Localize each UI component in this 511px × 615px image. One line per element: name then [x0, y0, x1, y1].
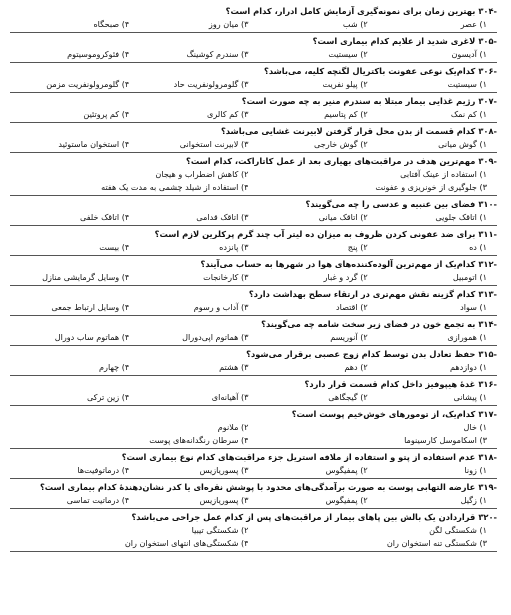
options-row [10, 48, 497, 61]
answer-option[interactable]: ۳) هشتم [219, 362, 249, 372]
options-row [10, 211, 497, 224]
question-block [10, 288, 497, 316]
question-number: -۳۰۸ [478, 126, 497, 136]
answer-option[interactable]: ۲) شکستگی تیبیا [191, 525, 249, 535]
question-text: غدۀ هیپوفیز داخل کدام قسمت قرار دارد؟ [304, 379, 476, 389]
question-line [10, 288, 497, 301]
answer-option[interactable]: ۴) فئوکروموسیتوم [67, 49, 130, 59]
question-text: کدام قسمت از بدن محل قرار گرفتن لابیرنت غشایی می‌باشد؟ [220, 126, 476, 136]
answer-option[interactable]: ۳) گلومرولونفریت حاد [173, 79, 249, 89]
answer-option[interactable]: ۲) ملانوم [217, 422, 249, 432]
question-block [10, 511, 497, 552]
answer-option[interactable]: ۲) گرد و غبار [323, 272, 368, 282]
answer-option[interactable]: ۴) وسایل ارتباط جمعی [51, 302, 130, 312]
question-text: برای ضد عفونی کردن ظروف به میزان ده لیتر آب چند گرم پرکلرین لازم است؟ [154, 229, 476, 239]
question-block [10, 348, 497, 376]
question-line [10, 155, 497, 168]
question-line [10, 481, 497, 494]
answer-option[interactable]: ۳) کارخانجات [203, 272, 249, 282]
question-number: -۳۰۶ [478, 66, 497, 76]
answer-option[interactable]: ۴) کم پروتئین [83, 109, 130, 119]
answer-option[interactable]: ۳) پانزده [219, 242, 249, 252]
answer-option[interactable]: ۱) سواد [460, 302, 487, 312]
question-number: -۳۱۵ [478, 349, 497, 359]
answer-option[interactable]: ۳) اسکاموسل کارسینوما [404, 435, 487, 445]
answer-option[interactable]: ۱) زونا [464, 465, 487, 475]
answer-option[interactable]: ۳) پسوریازیس [199, 465, 249, 475]
answer-option[interactable]: ۲) اتاقک میانی [318, 212, 368, 222]
question-divider [10, 315, 497, 316]
options-row [10, 537, 497, 550]
question-divider [10, 255, 497, 256]
options-row [10, 361, 497, 374]
question-block [10, 228, 497, 256]
answer-option[interactable]: ۳) اتاقک قدامی [196, 212, 249, 222]
question-number: -۳۰۷ [478, 96, 497, 106]
question-block [10, 5, 497, 33]
answer-option[interactable]: ۱) گوش میانی [438, 139, 487, 149]
options-row [10, 434, 497, 447]
answer-option[interactable]: ۱) عصر [460, 19, 487, 29]
answer-option[interactable]: ۱) خال [463, 422, 487, 432]
question-text: قراردادن یک بالش بین پاهای بیمار از مراقبت‌های پس از کدام عمل جراحی می‌باشد؟ [131, 512, 476, 522]
question-line [10, 511, 497, 524]
answer-option[interactable]: ۱) همورازی [447, 332, 487, 342]
options-row [10, 138, 497, 151]
options-row [10, 181, 497, 194]
answer-option[interactable]: ۳) لابیرنت استخوانی [179, 139, 249, 149]
answer-option[interactable]: ۲) شب [342, 19, 368, 29]
question-line [10, 125, 497, 138]
question-divider [10, 345, 497, 346]
answer-option[interactable]: ۴) بیست [99, 242, 130, 252]
question-block [10, 318, 497, 346]
question-text: کدام‌یک از مهم‌ترین آلوده‌کننده‌های هوا در شهرها به حساب می‌آیند؟ [200, 259, 476, 269]
answer-option[interactable]: ۴) شکستگی‌های انتهای استخوان ران [124, 538, 249, 548]
question-divider [10, 508, 497, 509]
options-row [10, 108, 497, 121]
question-line [10, 378, 497, 391]
answer-option[interactable]: ۲) پیلو نفریت [322, 79, 368, 89]
question-text: بهترین زمان برای نمونه‌گیری آزمایش کامل ادرار، کدام است؟ [225, 6, 476, 16]
answer-option[interactable]: ۳) میان روز [208, 19, 249, 29]
question-text: رژیم غذایی بیمار مبتلا به سندرم منیر به چه صورت است؟ [241, 96, 476, 106]
answer-option[interactable]: ۴) گلومرولونفریت مزمن [46, 79, 130, 89]
question-text: عارضه التهابی پوست به صورت برآمدگی‌های محدود با پوشش نقره‌ای یا کدر نشان‌دهندۀ کدام بیماری است؟ [39, 482, 476, 492]
question-line [10, 5, 497, 18]
question-block [10, 155, 497, 196]
question-block [10, 35, 497, 63]
question-number: -۳۱۳ [478, 289, 497, 299]
answer-option[interactable]: ۱) دوازدهم [449, 362, 487, 372]
question-line [10, 228, 497, 241]
options-row [10, 421, 497, 434]
question-divider [10, 478, 497, 479]
answer-option[interactable]: ۴) درماتوفیت‌ها [77, 465, 130, 475]
question-line [10, 35, 497, 48]
answer-option[interactable]: ۴) استفاده از شیلد چشمی به مدت یک هفته [101, 182, 249, 192]
question-text: عدم استفاده از پتو و استفاده از ملافه استریل جزء مراقبت‌های کدام نوع بیماری است؟ [121, 452, 476, 462]
question-text: کدام‌یک نوعی عفونت باکتریال لگنچه کلیه، می‌باشد؟ [264, 66, 476, 76]
question-line [10, 451, 497, 464]
answer-option[interactable]: ۴) درماتیت تماسی [66, 495, 130, 505]
question-divider [10, 122, 497, 123]
answer-option[interactable]: ۱) آدیسون [451, 49, 487, 59]
question-divider [10, 62, 497, 63]
question-block [10, 65, 497, 93]
answer-option[interactable]: ۲) گیجگاهی [328, 392, 368, 402]
question-divider [10, 285, 497, 286]
answer-option[interactable]: ۱) ده [469, 242, 487, 252]
question-text: کدام گزینه نقش مهم‌تری در ارتقاء سطح بهداشت دارد؟ [248, 289, 476, 299]
answer-option[interactable]: ۴) زین ترکی [86, 392, 130, 402]
answer-option[interactable]: ۱) کم نمک [450, 109, 487, 119]
question-block [10, 125, 497, 153]
answer-option[interactable]: ۲) آنوریسم [330, 332, 368, 342]
options-row [10, 494, 497, 507]
answer-option[interactable]: ۲) پمفیگوس [325, 465, 368, 475]
answer-option[interactable]: ۴) اتاقک خلفی [79, 212, 130, 222]
question-divider [10, 405, 497, 406]
question-text: مهم‌ترین هدف در مراقبت‌های بهیاری بعد از عمل کاتاراکت، کدام است؟ [186, 156, 476, 166]
question-text: حفظ تعادل بدن توسط کدام زوج عصبی برقرار می‌شود؟ [246, 349, 476, 359]
options-row [10, 331, 497, 344]
question-divider [10, 32, 497, 33]
answer-option[interactable]: ۲) کم پتاسیم [324, 109, 368, 119]
answer-option[interactable]: ۳) هماتوم اپی‌دورال [182, 332, 249, 342]
answer-option[interactable]: ۲) گوش خارجی [314, 139, 368, 149]
question-line [10, 348, 497, 361]
question-line [10, 258, 497, 271]
question-number: -۳۱۹ [478, 482, 497, 492]
answer-option[interactable]: ۳) جلوگیری از خونریزی و عفونت [375, 182, 487, 192]
question-text: فضای بین عنبیه و عدسی را چه می‌گویند؟ [305, 199, 476, 209]
question-number: -۳۰۵ [478, 36, 497, 46]
question-block [10, 378, 497, 406]
answer-option[interactable]: ۳) پسوریازیس [199, 495, 249, 505]
options-row [10, 18, 497, 31]
answer-option[interactable]: ۱) سیستیت [447, 79, 487, 89]
answer-option[interactable]: ۲) اقتصاد [336, 302, 368, 312]
question-number: -۳۱۰ [478, 199, 497, 209]
answer-option[interactable]: ۳) آهیانه‌ای [211, 392, 249, 402]
question-block [10, 451, 497, 479]
question-divider [10, 195, 497, 196]
answer-option[interactable]: ۴) هماتوم ساب دورال [54, 332, 130, 342]
question-divider [10, 225, 497, 226]
answer-option[interactable]: ۲) پنج [347, 242, 368, 252]
answer-option[interactable]: ۱) پیشانی [453, 392, 487, 402]
answer-option[interactable]: ۳) شکستگی تنه استخوان ران [386, 538, 487, 548]
question-divider [10, 375, 497, 376]
options-row [10, 301, 497, 314]
answer-option[interactable]: ۳) سندرم کوشینگ [186, 49, 249, 59]
answer-option[interactable]: ۲) سیستیت [328, 49, 368, 59]
answer-option[interactable]: ۱) زگیل [460, 495, 487, 505]
question-number: -۳۱۶ [478, 379, 497, 389]
options-row [10, 78, 497, 91]
answer-option[interactable]: ۱) اتاقک جلویی [435, 212, 487, 222]
question-block [10, 408, 497, 449]
question-block [10, 95, 497, 123]
answer-option[interactable]: ۴) صبحگاه [93, 19, 130, 29]
question-line [10, 408, 497, 421]
question-divider [10, 92, 497, 93]
question-block [10, 198, 497, 226]
question-number: -۳۲۰ [478, 512, 497, 522]
options-row [10, 241, 497, 254]
options-row [10, 391, 497, 404]
question-number: -۳۰۹ [478, 156, 497, 166]
answer-option[interactable]: ۱) استفاده از عینک آفتابی [400, 169, 487, 179]
question-number: -۳۱۷ [478, 409, 497, 419]
options-row [10, 524, 497, 537]
question-number: -۳۰۴ [478, 6, 497, 16]
options-row [10, 168, 497, 181]
answer-option[interactable]: ۲) پمفیگوس [325, 495, 368, 505]
answer-option[interactable]: ۴) چهارم [99, 362, 130, 372]
question-divider [10, 448, 497, 449]
options-row [10, 271, 497, 284]
question-divider [10, 152, 497, 153]
question-divider [10, 551, 497, 552]
question-number: -۳۱۸ [478, 452, 497, 462]
answer-option[interactable]: ۱) شکستگی لگن [429, 525, 487, 535]
question-line [10, 65, 497, 78]
question-text: لاغری شدید از علایم کدام بیماری است؟ [312, 36, 476, 46]
question-number: -۳۱۱ [478, 229, 497, 239]
question-number: -۳۱۴ [478, 319, 497, 329]
question-line [10, 198, 497, 211]
question-number: -۳۱۲ [478, 259, 497, 269]
question-text: به تجمع خون در فضای زیر سخت شامه چه می‌گویند؟ [261, 319, 476, 329]
answer-option[interactable]: ۱) اتومبیل [452, 272, 487, 282]
question-block [10, 258, 497, 286]
answer-option[interactable]: ۳) آداب و رسوم [193, 302, 249, 312]
answer-option[interactable]: ۴) استخوان ماستوئید [58, 139, 130, 149]
answer-option[interactable]: ۲) دهم [344, 362, 368, 372]
question-block [10, 481, 497, 509]
answer-option[interactable]: ۴) سرطان رنگدانه‌های پوست [149, 435, 249, 445]
answer-option[interactable]: ۴) وسایل گرمایشی منازل [42, 272, 130, 282]
answer-option[interactable]: ۳) کم کالری [207, 109, 249, 119]
answer-option[interactable]: ۲) کاهش اضطراب و هیجان [155, 169, 249, 179]
options-row [10, 464, 497, 477]
question-text: کدام‌یک، از تومورهای خوش‌خیم پوست است؟ [291, 409, 476, 419]
question-line [10, 95, 497, 108]
question-line [10, 318, 497, 331]
